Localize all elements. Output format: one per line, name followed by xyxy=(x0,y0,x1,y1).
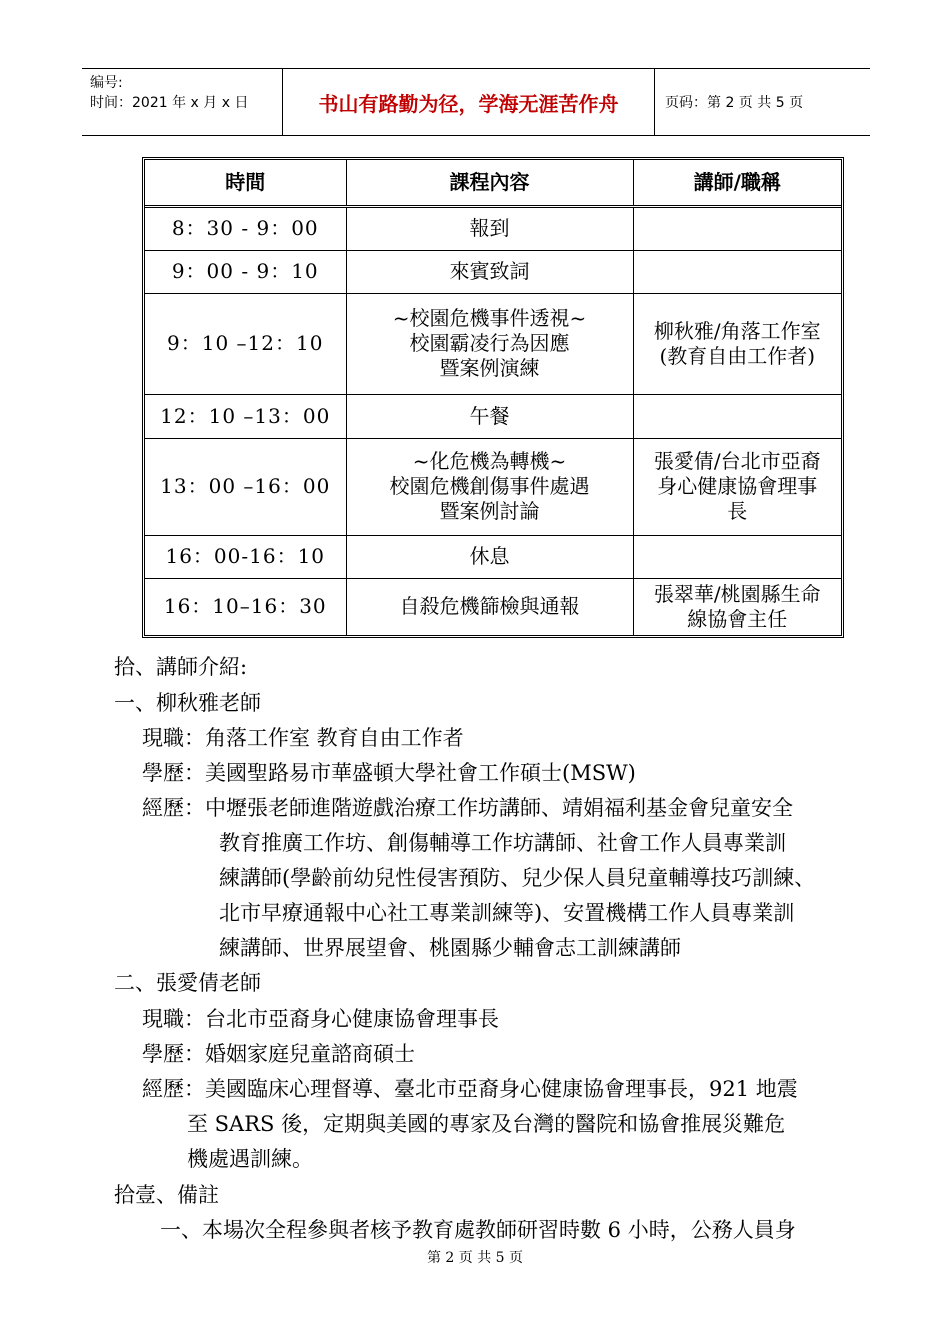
row-speaker xyxy=(633,535,841,578)
row-speaker xyxy=(633,438,841,535)
page-header xyxy=(82,68,870,136)
table-row xyxy=(145,250,841,293)
row-speaker xyxy=(633,293,841,394)
schedule-grid xyxy=(145,160,841,635)
section-speaker-intro: 拾、講師介紹: xyxy=(114,655,248,679)
speaker-1-job: 現職：角落工作室 教育自由工作者 xyxy=(142,726,464,750)
time-label: 时间：2021 年 x 月 x 日 xyxy=(90,95,249,111)
table-row xyxy=(145,293,841,394)
speaker-line: 線協會主任 xyxy=(687,606,788,631)
row-time: 13：00 –16：00 xyxy=(145,438,346,535)
section-notes: 拾壹、備註 xyxy=(114,1183,219,1207)
speaker-line: 張翠華/桃園縣生命 xyxy=(653,581,821,606)
speaker-1-experience-line: 教育推廣工作坊、創傷輔導工作坊講師、社會工作人員專業訓 xyxy=(219,831,786,855)
row-content xyxy=(346,438,633,535)
table-row xyxy=(145,394,841,438)
header-meta xyxy=(82,69,283,135)
row-content xyxy=(346,206,633,250)
row-content xyxy=(346,293,633,394)
table-header-row xyxy=(145,160,841,206)
content-line: 報到 xyxy=(469,216,510,240)
content-line: 休息 xyxy=(469,544,510,568)
row-time: 16：00-16：10 xyxy=(145,535,346,578)
number-label: 编号: xyxy=(90,75,123,91)
row-content xyxy=(346,535,633,578)
speaker-1-experience-line: 經歷：中壢張老師進階遊戲治療工作坊講師、靖娟福利基金會兒童安全 xyxy=(142,796,793,820)
content-line: ~化危機為轉機~ xyxy=(412,449,567,473)
speaker-line: (教育自由工作者) xyxy=(659,343,816,368)
speaker-line: 身心健康協會理事 xyxy=(657,474,818,498)
content-line: 自殺危機篩檢與通報 xyxy=(399,594,580,619)
row-speaker xyxy=(633,394,841,438)
speaker-1-experience-line: 北市早療通報中心社工專業訓練等)、安置機構工作人員專業訓 xyxy=(219,901,795,925)
row-time: 16：10–16：30 xyxy=(145,578,346,635)
content-line: 暨案例討論 xyxy=(439,499,540,523)
content-line: 午餐 xyxy=(469,403,510,428)
page-footer: 第 2 页 共 5 页 xyxy=(426,1250,524,1266)
header-motto: 书山有路勤为径，学海无涯苦作舟 xyxy=(283,69,655,135)
row-content xyxy=(346,394,633,438)
header-page-info: 页码：第 2 页 共 5 页 xyxy=(665,95,804,111)
table-row xyxy=(145,578,841,635)
row-time: 8：30 - 9：00 xyxy=(145,206,346,250)
content-line: 來賓致詞 xyxy=(449,259,530,283)
header-content: 課程內容 xyxy=(346,160,633,206)
speaker-2-experience-line: 經歷：美國臨床心理督導、臺北市亞裔身心健康協會理事長，921 地震 xyxy=(142,1077,798,1101)
row-speaker xyxy=(633,250,841,293)
speaker-2-title: 二、張愛倩老師 xyxy=(114,971,261,995)
speaker-line: 長 xyxy=(727,499,748,523)
note-1: 一、本場次全程參與者核予教育處教師研習時數 6 小時，公務人員身 xyxy=(160,1218,796,1242)
row-speaker xyxy=(633,578,841,635)
speaker-1-experience-line: 練講師(學齡前幼兒性侵害預防、兒少保人員兒童輔導技巧訓練、 xyxy=(219,866,816,890)
content-line: 校園霸凌行為因應 xyxy=(409,331,570,355)
row-time: 12：10 –13：00 xyxy=(145,394,346,438)
schedule-table xyxy=(142,157,844,638)
table-row xyxy=(145,206,841,250)
speaker-1-title: 一、柳秋雅老師 xyxy=(114,691,261,715)
content-line: 暨案例演練 xyxy=(439,356,540,380)
table-row xyxy=(145,535,841,578)
speaker-2-education: 學歷：婚姻家庭兒童諮商碩士 xyxy=(142,1042,415,1066)
table-row xyxy=(145,438,841,535)
row-content xyxy=(346,250,633,293)
row-content xyxy=(346,578,633,635)
speaker-1-education: 學歷：美國聖路易市華盛頓大學社會工作碩士(MSW) xyxy=(142,761,636,785)
header-time: 時間 xyxy=(145,160,346,206)
speaker-line: 柳秋雅/角落工作室 xyxy=(653,318,821,343)
speaker-2-experience-line: 至 SARS 後，定期與美國的專家及台灣的醫院和協會推展災難危 xyxy=(187,1112,786,1136)
row-time: 9：00 - 9：10 xyxy=(145,250,346,293)
row-speaker xyxy=(633,206,841,250)
content-line: ~校園危機事件透視~ xyxy=(392,306,587,330)
header-speaker: 講師/職稱 xyxy=(633,160,841,206)
content-line: 校園危機創傷事件處遇 xyxy=(389,474,590,498)
speaker-1-experience-line: 練講師、世界展望會、桃園縣少輔會志工訓練講師 xyxy=(219,936,681,960)
speaker-line: 張愛倩/台北市亞裔 xyxy=(653,449,821,473)
speaker-2-job: 現職：台北市亞裔身心健康協會理事長 xyxy=(142,1007,499,1031)
speaker-2-experience-line: 機處遇訓練。 xyxy=(187,1147,313,1171)
row-time: 9：10 –12：10 xyxy=(145,293,346,394)
